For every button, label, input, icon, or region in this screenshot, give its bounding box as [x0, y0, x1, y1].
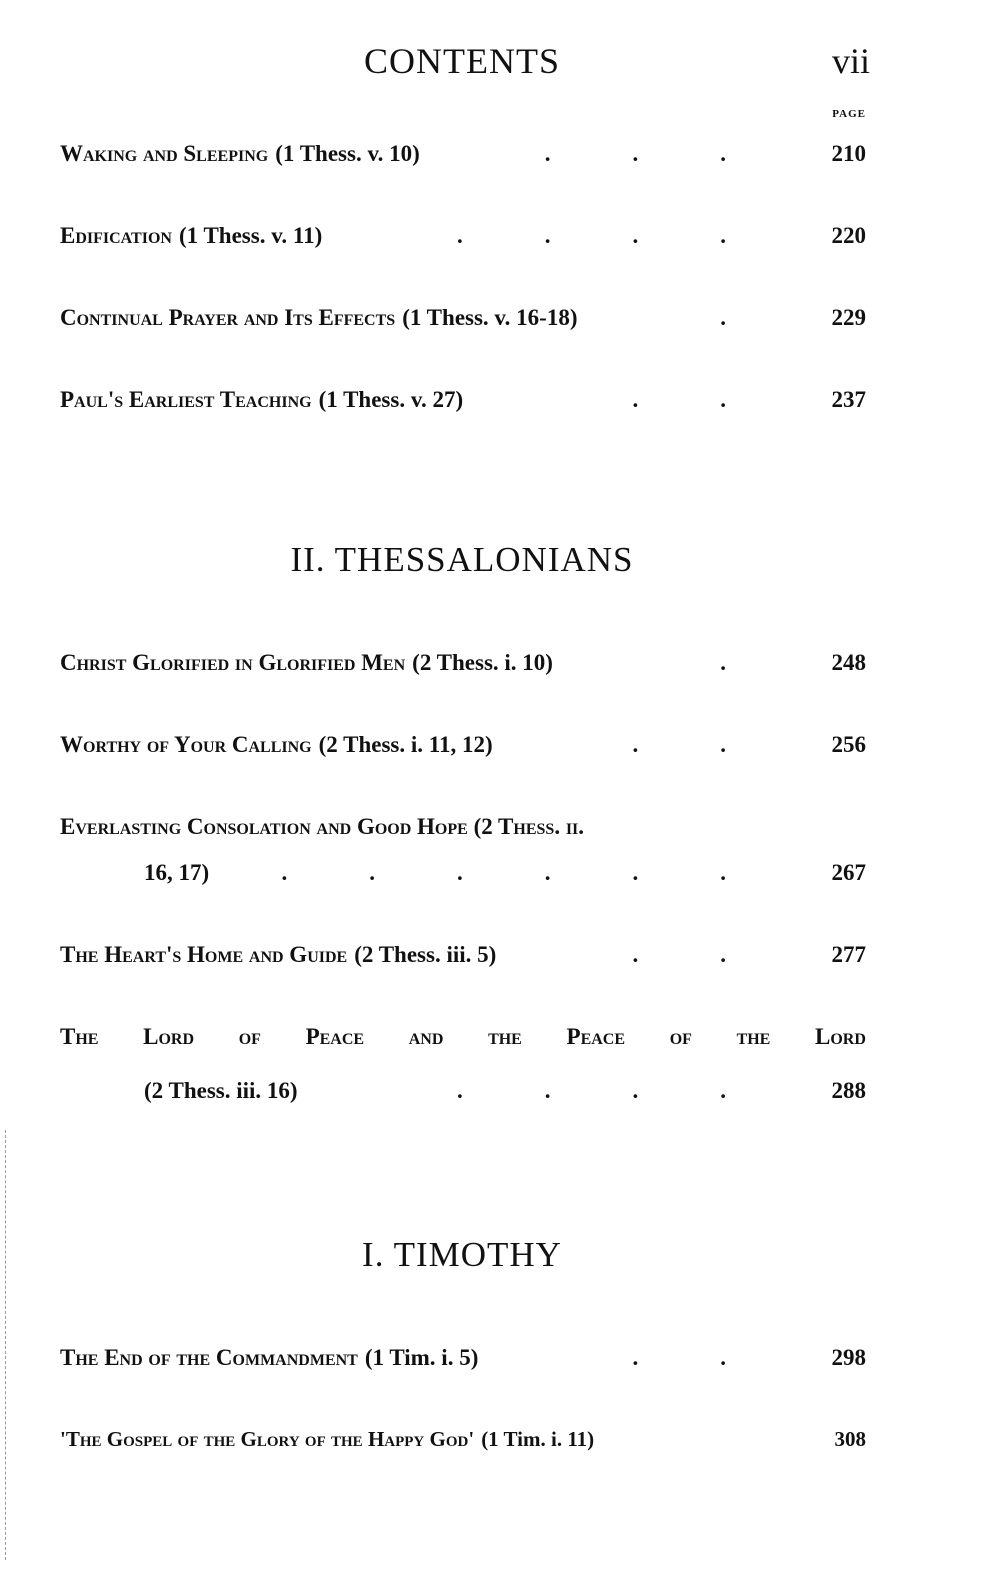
toc-entry [60, 650, 866, 676]
entry-title: Christ Glorified in Glorified Men [60, 650, 406, 675]
title-word: the [488, 1024, 522, 1049]
toc-entry [60, 387, 866, 413]
title-word: the [736, 1024, 771, 1049]
entry-page-number: 210 [831, 141, 866, 166]
entry-reference: (1 Thess. v. 16-18) [402, 305, 578, 330]
toc-entry-wrapped [60, 1024, 956, 1050]
entry-reference: (2 Thess. i. 11, 12) [318, 732, 493, 757]
entry-reference: (1 Tim. i. 5) [364, 1345, 479, 1370]
entry-title: The Heart's Home and Guide [60, 942, 348, 967]
entry-page-number: 237 [831, 387, 866, 412]
entry-title-line-2: (2 Thess. iii. 16) [144, 1078, 298, 1103]
title-word: Lord [815, 1024, 866, 1049]
entry-title: Waking and Sleeping [60, 141, 269, 166]
entry-reference: (1 Thess. v. 11) [178, 223, 323, 248]
dot-leader: . [720, 650, 808, 675]
entry-page-number: 288 [831, 1078, 866, 1103]
entry-title: Worthy of Your Calling [60, 732, 312, 757]
entry-reference: (1 Thess. v. 27) [318, 387, 464, 412]
title-word: Peace [305, 1024, 365, 1049]
entry-page-number: 220 [831, 223, 866, 248]
page-column-label: PAGE [832, 108, 866, 120]
dot-leader: .... [457, 223, 808, 248]
entry-page-number: 298 [831, 1345, 866, 1370]
section-heading-1-timothy: I. TIMOTHY [362, 1235, 562, 1274]
toc-entry [60, 223, 866, 249]
entry-title: Paul's Earliest Teaching [60, 387, 312, 412]
dot-leader: .. [632, 732, 808, 757]
title-word: Lord [143, 1024, 195, 1049]
entry-title-line-1: Everlasting Consolation and Good Hope (2 Thess. ii. [60, 814, 585, 839]
title-word: Peace [566, 1024, 626, 1049]
entry-title: Continual Prayer and Its Effects [60, 305, 396, 330]
dot-leader: .. [632, 387, 808, 412]
entry-page-number: 256 [831, 732, 866, 757]
toc-entry-continuation [60, 1078, 866, 1104]
entry-reference: (2 Thess. i. 10) [412, 650, 553, 675]
toc-entry-continuation [60, 860, 866, 886]
entry-page-number: 229 [831, 305, 866, 330]
entry-page-number: 267 [831, 860, 866, 885]
entry-title-line-2: 16, 17) [144, 860, 210, 885]
entry-title: The End of the Commandment [60, 1345, 358, 1370]
dot-leader: .. [632, 942, 808, 967]
dot-leader: .. [632, 1345, 808, 1370]
entry-page-number: 277 [831, 942, 866, 967]
dot-leader: .... [457, 1078, 808, 1103]
entry-title: Edification [60, 223, 172, 248]
toc-entry [60, 305, 866, 331]
entry-reference: (1 Thess. v. 10) [275, 141, 420, 166]
running-header-page-number: vii [831, 41, 870, 81]
page-edge-line [5, 1130, 7, 1560]
running-header-title: CONTENTS [364, 41, 560, 81]
entry-page-number: 308 [834, 1427, 866, 1451]
title-word: The [60, 1024, 99, 1049]
dot-leader: ...... [281, 860, 808, 885]
toc-entry [60, 1345, 866, 1371]
entry-title: 'The Gospel of the Glory of the Happy God' [60, 1427, 475, 1451]
entry-page-number: 248 [831, 650, 866, 675]
entry-reference: (2 Thess. iii. 5) [354, 942, 497, 967]
title-word: of [669, 1024, 692, 1049]
section-heading-2-thessalonians: II. THESSALONIANS [290, 540, 634, 579]
toc-entry [60, 732, 866, 758]
toc-entry-wrapped [60, 814, 866, 840]
dot-leader: . [720, 305, 808, 330]
dot-leader: ... [544, 141, 808, 166]
entry-reference: (1 Tim. i. 11) [481, 1427, 595, 1451]
toc-entry [60, 1427, 866, 1452]
title-word: of [238, 1024, 261, 1049]
title-word: and [408, 1024, 444, 1049]
toc-entry [60, 141, 866, 167]
toc-entry [60, 942, 866, 968]
